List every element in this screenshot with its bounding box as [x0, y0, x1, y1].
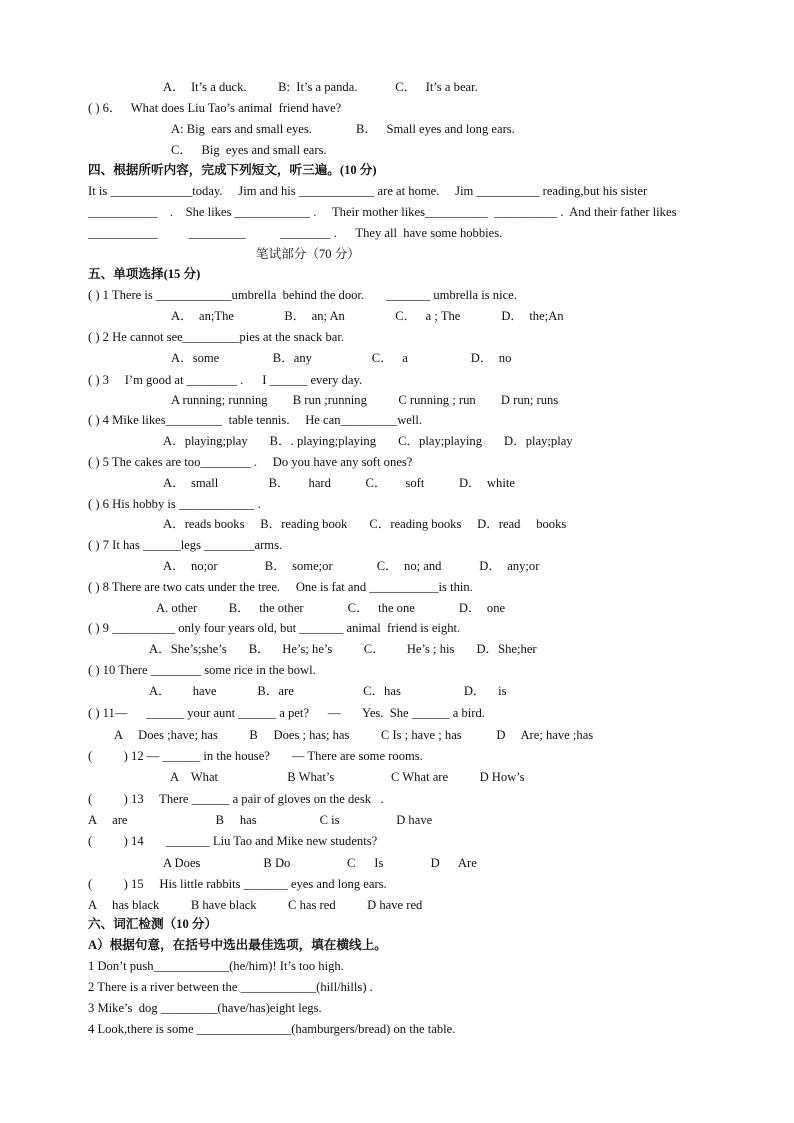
question-4: ( ) 4 Mike likes_________ table tennis. He can_________well. — [88, 413, 423, 427]
passage-line-3: ___________ _________ ________ . They all have some hobbies. — [88, 226, 503, 240]
question-12: ( ) 12 — ______ in the house? — There are some rooms. — [88, 749, 423, 763]
question-3: ( ) 3 I’m good at ________ . I ______ every day. — [88, 373, 363, 387]
question-13: ( ) 13 There ______ a pair of gloves on the desk . — [88, 792, 384, 806]
vocab-item-1: 1 Don’t push____________(he/him)! It’s too high. — [88, 959, 344, 973]
written-part-heading: 笔试部分（70 分） — [256, 247, 360, 261]
question-7: ( ) 7 It has ______legs ________arms. — [88, 538, 283, 552]
question-15-options: A has black B have black C has red D have red — [88, 898, 423, 912]
question-4-options: A．playing;play B．. playing;playing C．play;playing D．play;play — [163, 434, 573, 448]
section-6-instruction: A）根据句意，在括号中选出最佳选项，填在横线上。 — [88, 938, 387, 952]
question-10-options: A． have B．are C．has D． is — [149, 684, 507, 698]
question-6-options: A．reads books B．reading book C．reading books D．read books — [163, 517, 567, 531]
question-3-options: A running; running B run ;running C running ; run D run; runs — [171, 393, 559, 407]
question-9: ( ) 9 __________ only four years old, but _______ animal friend is eight. — [88, 621, 461, 635]
line-listening-q6: ( ) 6． What does Liu Tao’s animal friend have? — [88, 101, 342, 115]
question-8-options: A. other B． the other C． the one D． one — [156, 601, 506, 615]
question-2-options: A．some B．any C． a D． no — [171, 351, 512, 365]
question-8: ( ) 8 There are two cats under the tree. One is fat and ___________is thin. — [88, 580, 473, 594]
vocab-item-4: 4 Look,there is some _______________(hamburgers/bread) on the table. — [88, 1022, 456, 1036]
line-listening-5-options: A． It’s a duck. B: It’s a panda. C． It’s a bear. — [163, 80, 478, 94]
question-1-options: A． an;The B． an; An C． a ; The D． the;An — [171, 309, 564, 323]
vocab-item-3: 3 Mike’s dog _________(have/has)eight legs. — [88, 1001, 322, 1015]
question-15: ( ) 15 His little rabbits _______ eyes and long ears. — [88, 877, 387, 891]
passage-line-2: ___________ . She likes ____________ . Their mother likes__________ __________ . And their father likes — [88, 205, 677, 219]
section-heading-6: 六、词汇检测（10 分） — [88, 917, 218, 931]
question-5-options: A． small B． hard C． soft D． white — [163, 476, 515, 490]
question-7-options: A． no;or B． some;or C． no; and D． any;or — [163, 559, 540, 573]
question-1: ( ) 1 There is ____________umbrella behind the door. _______ umbrella is nice. — [88, 288, 517, 302]
line-listening-q6-options-ab: A: Big ears and small eyes. B． Small eyes and long ears. — [171, 122, 515, 136]
question-13-options: A are B has C is D have — [88, 813, 433, 827]
question-6: ( ) 6 His hobby is ____________ . — [88, 497, 261, 511]
question-9-options: A．She’s;she’s B． He’s; he’s C． He’s ; his D．She;her — [149, 642, 537, 656]
question-2: ( ) 2 He cannot see_________pies at the snack bar. — [88, 330, 344, 344]
question-11: ( ) 11— ______ your aunt ______ a pet? — Yes. She ______ a bird. — [88, 706, 485, 720]
passage-line-1: It is _____________today. Jim and his ____________ are at home. Jim __________ reading,but his sister — [88, 184, 648, 198]
question-12-options: A What B What’s C What are D How’s — [170, 770, 525, 784]
question-5: ( ) 5 The cakes are too________ . Do you have any soft ones? — [88, 455, 413, 469]
line-listening-q6-option-c: C． Big eyes and small ears. — [171, 143, 327, 157]
question-11-options: A Does ;have; has B Does ; has; has C Is ; have ; has D Are; have ;has — [114, 728, 594, 742]
section-heading-4: 四、根据所听内容，完成下列短文，听三遍。(10 分) — [88, 163, 377, 177]
vocab-item-2: 2 There is a river between the ____________(hill/hills) . — [88, 980, 373, 994]
question-14: ( ) 14 _______ Liu Tao and Mike new students? — [88, 834, 378, 848]
question-10: ( ) 10 There ________ some rice in the bowl. — [88, 663, 316, 677]
section-heading-5: 五、单项选择(15 分) — [88, 267, 201, 281]
question-14-options: A Does B Do C Is D Are — [163, 856, 477, 870]
